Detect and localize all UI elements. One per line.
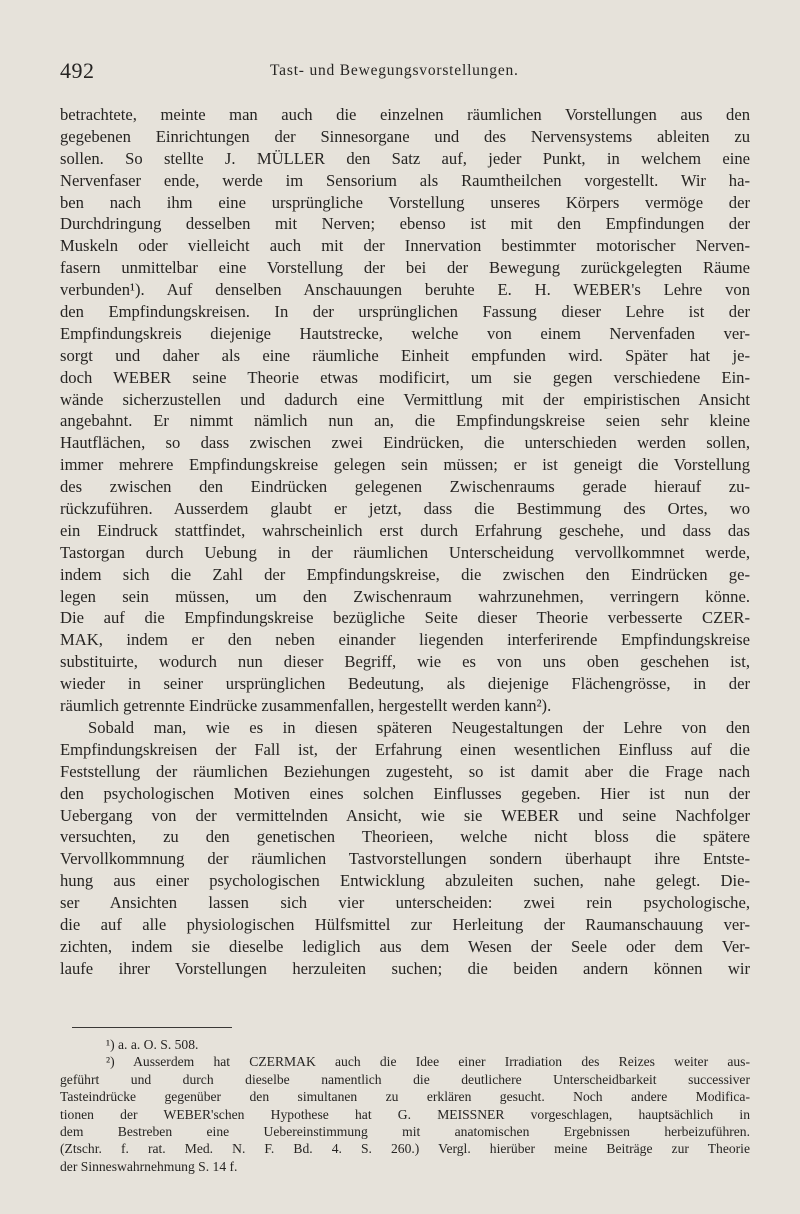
text-line: versuchten, zu den genetischen Theorieen, welche nicht bloss die spätere xyxy=(60,827,750,847)
footnote-2-line: (Ztschr. f. rat. Med. N. F. Bd. 4. S. 260.) Vergl. hierüber meine Beiträge zur Theorie xyxy=(60,1141,750,1157)
footnote-2-line: dem Bestreben eine Uebereinstimmung mit anatomischen Ergebnissen herbeizuführen. xyxy=(60,1123,750,1139)
body-text xyxy=(60,104,750,980)
text-line: Hautflächen, so dass zwischen zwei Eindrücken, die unterschieden werden sollen, xyxy=(60,433,750,453)
text-line: betrachtete, meinte man auch die einzelnen räumlichen Vorstellungen aus den xyxy=(60,105,750,124)
running-head: Tast- und Bewegungsvorstellungen. xyxy=(270,62,519,79)
text-line: Nervenfaser ende, werde im Sensorium als Raumtheilchen vorgestellt. Wir ha- xyxy=(60,170,750,190)
text-line: Die auf die Empfindungskreise bezügliche Seite dieser Theorie verbesserte CZER- xyxy=(60,608,750,628)
text-line: angebahnt. Er nimmt nämlich nun an, die Empfindungskreise seien sehr kleine xyxy=(60,411,750,431)
text-line: Empfindungskreis diejenige Hautstrecke, welche von einem Nervenfaden ver- xyxy=(60,323,750,343)
footnote-2-line: Tasteindrücke gegenüber den simultanen zu erklären gesucht. Noch andere Modifica- xyxy=(60,1089,750,1105)
text-line: laufe ihrer Vorstellungen herzuleiten suchen; die beiden andern können wir xyxy=(60,958,750,978)
text-line: Muskeln oder vielleicht auch mit der Innervation bestimmter motorischer Nerven- xyxy=(60,236,750,256)
text-line: ser Ansichten lassen sich vier unterscheiden: zwei rein psychologische, xyxy=(60,893,750,913)
text-line: den Empfindungskreisen. In der ursprünglichen Fassung dieser Lehre ist der xyxy=(60,302,750,322)
text-line: räumlich getrennte Eindrücke zusammenfallen, hergestellt werden kann²). xyxy=(60,696,552,716)
text-line: ein Eindruck stattfindet, wahrscheinlich erst durch Erfahrung geschehe, und dass das xyxy=(60,520,750,540)
text-line: hung aus einer psychologischen Entwicklung abzuleiten suchen, nahe gelegt. Die- xyxy=(60,871,750,891)
text-line: legen sein müssen, um den Zwischenraum wahrzunehmen, verringern könne. xyxy=(60,586,750,606)
text-line: wände sicherzustellen und dadurch eine Vermittlung mit der empiristischen Ansicht xyxy=(60,389,750,409)
text-line: indem sich die Zahl der Empfindungskreise, die zwischen den Eindrücken ge- xyxy=(60,564,750,584)
footnote-2-line: tionen der WEBER'schen Hypothese hat G. MEISSNER vorgeschlagen, hauptsächlich in xyxy=(60,1106,750,1122)
footnote-2-line: der Sinneswahrnehmung S. 14 f. xyxy=(60,1158,238,1174)
text-line: zichten, indem sie dieselbe lediglich aus dem Wesen der Seele oder dem Ver- xyxy=(60,936,750,956)
footnote-2-line: ²) Ausserdem hat CZERMAK auch die Idee einer Irradiation des Reizes weiter aus- xyxy=(106,1054,750,1070)
text-line: den psychologischen Motiven eines solchen Einflusses gegeben. Hier ist nun der xyxy=(60,783,750,803)
footnote-divider xyxy=(72,1027,232,1028)
page-header xyxy=(60,58,750,88)
text-line: sollen. So stellte J. MÜLLER den Satz auf, jeder Punkt, in welchem eine xyxy=(60,148,750,168)
text-line: Vervollkommnung der räumlichen Tastvorstellungen sondern überhaupt ihre Entste- xyxy=(60,849,750,869)
text-line: gegebenen Einrichtungen der Sinnesorgane und des Nervensystems ableiten zu xyxy=(60,126,750,146)
text-line: verbunden¹). Auf denselben Anschauungen beruhte E. H. WEBER's Lehre von xyxy=(60,280,750,300)
text-line: immer mehrere Empfindungskreise gelegen sein müssen; er ist geneigt die Vorstellung xyxy=(60,455,750,475)
footnote-2-line: geführt und durch dieselbe namentlich die deutlichere Unterscheidbarkeit successiver xyxy=(60,1071,750,1087)
text-line: Durchdringung desselben mit Nerven; ebenso ist mit den Empfindungen der xyxy=(60,214,750,234)
text-line: sorgt und daher als eine räumliche Einheit empfunden wird. Später hat je- xyxy=(60,345,750,365)
paragraph-start-line: Sobald man, wie es in diesen späteren Neugestaltungen der Lehre von den xyxy=(88,717,750,737)
text-line: Feststellung der räumlichen Beziehungen zugesteht, so ist damit aber die Frage nach xyxy=(60,761,750,781)
text-line: doch WEBER seine Theorie etwas modificirt, um sie gegen verschiedene Ein- xyxy=(60,367,750,387)
page-number: 492 xyxy=(60,58,95,83)
text-line: substituirte, wodurch nun dieser Begriff, wie es von uns oben geschehen ist, xyxy=(60,652,750,672)
text-line: Tastorgan durch Uebung in der räumlichen Unterscheidung vervollkommnet werde, xyxy=(60,542,750,562)
footnotes xyxy=(60,1036,750,1175)
text-line: wieder in seiner ursprünglichen Bedeutung, als diejenige Flächengrösse, in der xyxy=(60,674,750,694)
text-line: Uebergang von der vermittelnden Ansicht, wie sie WEBER und seine Nachfolger xyxy=(60,805,750,825)
footnote-1: ¹) a. a. O. S. 508. xyxy=(106,1037,199,1052)
text-line: die auf alle physiologischen Hülfsmittel zur Herleitung der Raumanschauung ver- xyxy=(60,914,750,934)
text-line: fasern unmittelbar eine Vorstellung der bei der Bewegung zurückgelegten Räume xyxy=(60,258,750,278)
text-line: Empfindungskreisen der Fall ist, der Erfahrung einen wesentlichen Einfluss auf die xyxy=(60,739,750,759)
text-line: ben nach ihm eine ursprüngliche Vorstellung unseres Körpers vermöge der xyxy=(60,192,750,212)
text-line: rückzuführen. Ausserdem glaubt er jetzt, dass die Bestimmung des Ortes, wo xyxy=(60,499,750,519)
text-line: des zwischen den Eindrücken gelegenen Zwischenraums gerade hierauf zu- xyxy=(60,477,750,497)
text-line: MAK, indem er den neben einander liegenden interferirende Empfindungskreise xyxy=(60,630,750,650)
